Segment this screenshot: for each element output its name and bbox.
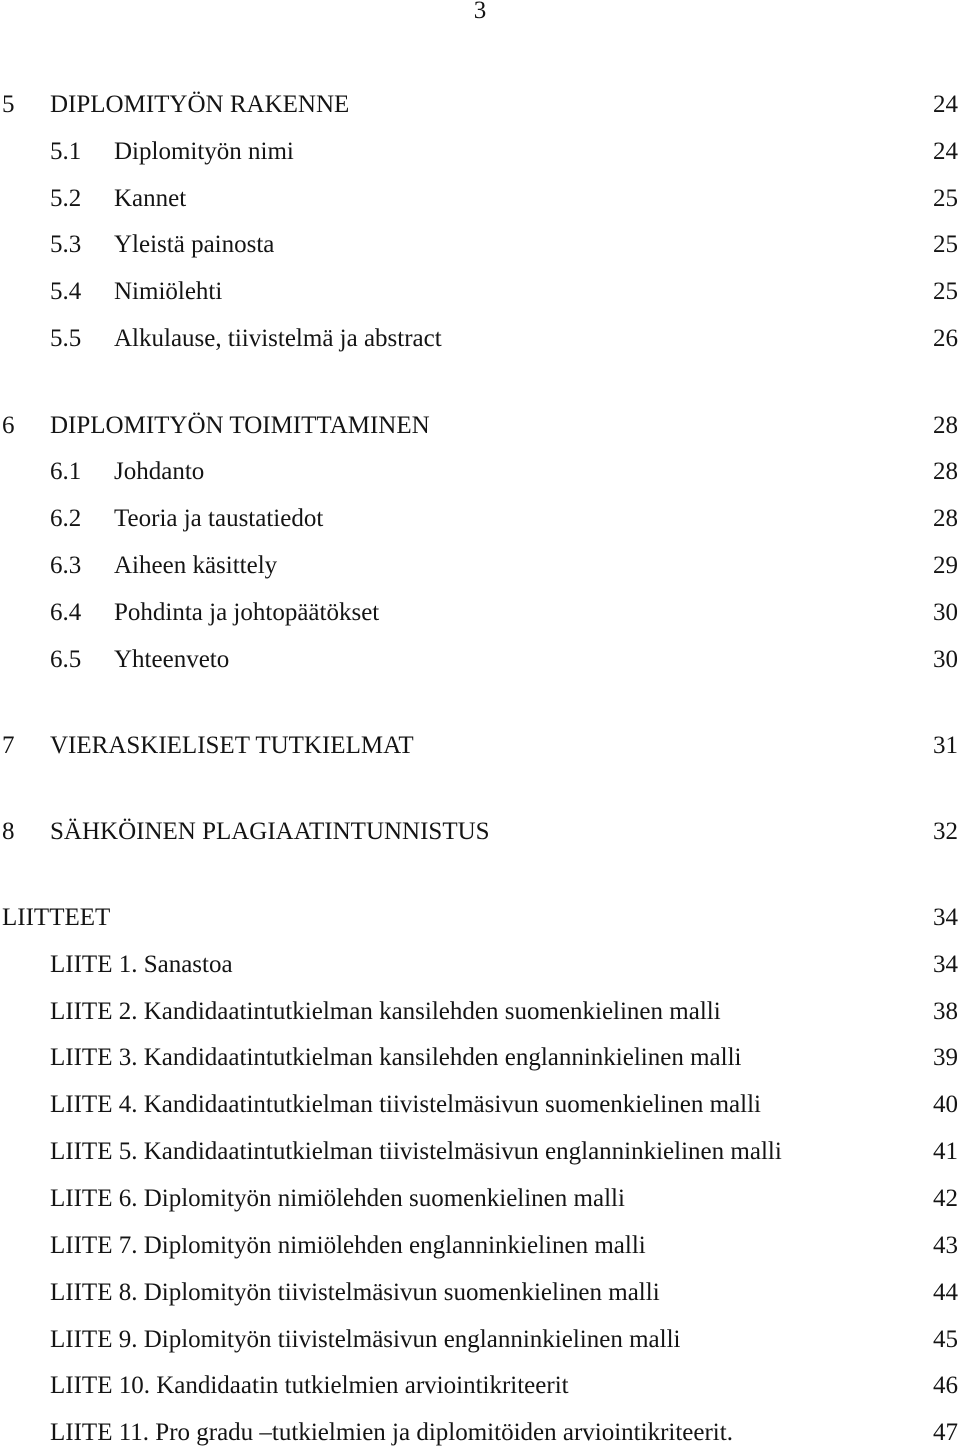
toc-entry[interactable] [0,409,960,443]
toc-entry-page: 46 [933,1372,958,1399]
toc-entry-page: 40 [933,1091,958,1118]
toc-entry-title: Johdanto [114,458,205,485]
toc-entry[interactable] [0,275,960,309]
toc-entry[interactable] [0,455,960,489]
toc-entry-title: LIITE 9. Diplomityön tiivistelmäsivun englanninkielinen malli [50,1326,681,1353]
toc-entry-page: 41 [933,1138,958,1165]
toc-entry[interactable] [0,1276,960,1310]
toc-entry-page: 38 [933,998,958,1025]
toc-entry-page: 24 [933,138,958,165]
toc-entry-title: VIERASKIELISET TUTKIELMAT [50,732,414,759]
toc-entry-number: 7 [2,732,15,759]
toc-entry-title: LIITE 5. Kandidaatintutkielman tiivistelmäsivun englanninkielinen malli [50,1138,782,1165]
toc-entry[interactable] [0,182,960,216]
toc-entry[interactable] [0,815,960,849]
toc-entry[interactable] [0,643,960,677]
toc-entry-page: 28 [933,412,958,439]
toc-entry-page: 34 [933,951,958,978]
toc-entry-title: LIITTEET [2,904,111,931]
toc-entry-title: LIITE 4. Kandidaatintutkielman tiivistelmäsivun suomenkielinen malli [50,1091,761,1118]
toc-entry-page: 43 [933,1232,958,1259]
toc-entry-page: 30 [933,646,958,673]
toc-entry-page: 47 [933,1419,958,1446]
toc-entry[interactable] [0,729,960,763]
toc-entry-title: Teoria ja taustatiedot [114,505,324,532]
toc-entry[interactable] [0,1369,960,1403]
toc-entry-number: 6.1 [50,458,82,485]
toc-entry[interactable] [0,549,960,583]
toc-entry[interactable] [0,1088,960,1122]
toc-entry-title: Yleistä painosta [114,231,275,258]
toc-entry-number: 5.1 [50,138,82,165]
toc-entry-title: LIITE 1. Sanastoa [50,951,233,978]
toc-entry-number: 6.5 [50,646,82,673]
toc-entry-title: Yhteenveto [114,646,230,673]
toc-entry-page: 28 [933,458,958,485]
toc-entry[interactable] [0,1416,960,1450]
toc-entry-title: LIITE 8. Diplomityön tiivistelmäsivun suomenkielinen malli [50,1279,660,1306]
toc-entry-title: Nimiölehti [114,278,223,305]
toc-entry-number: 5 [2,91,15,118]
toc-entry-page: 45 [933,1326,958,1353]
toc-entry[interactable] [0,1135,960,1169]
toc-entry-page: 29 [933,552,958,579]
toc-entry-title: LIITE 7. Diplomityön nimiölehden englanninkielinen malli [50,1232,646,1259]
toc-entry[interactable] [0,948,960,982]
toc-entry-page: 39 [933,1044,958,1071]
toc-entry[interactable] [0,1229,960,1263]
toc-entry-number: 8 [2,818,15,845]
toc-entry-title: LIITE 10. Kandidaatin tutkielmien arviointikriteerit [50,1372,569,1399]
toc-entry-page: 34 [933,904,958,931]
toc-entry-number: 6.3 [50,552,82,579]
toc-entry-number: 5.3 [50,231,82,258]
toc-entry-title: DIPLOMITYÖN RAKENNE [50,91,350,118]
toc-entry[interactable] [0,135,960,169]
toc-entry[interactable] [0,596,960,630]
toc-entry-page: 44 [933,1279,958,1306]
toc-entry-page: 24 [933,91,958,118]
toc-entry-page: 25 [933,231,958,258]
toc-entry-number: 5.4 [50,278,82,305]
toc-entry-title: Aiheen käsittely [114,552,278,579]
toc-entry-title: LIITE 11. Pro gradu –tutkielmien ja diplomitöiden arviointikriteerit. [50,1419,733,1446]
toc-entry-title: LIITE 2. Kandidaatintutkielman kansilehden suomenkielinen malli [50,998,721,1025]
toc-entry-number: 5.5 [50,325,82,352]
toc-entry[interactable] [0,1041,960,1075]
toc-entry-page: 32 [933,818,958,845]
toc-entry[interactable] [0,995,960,1029]
toc-entry-number: 5.2 [50,185,82,212]
toc-entry[interactable] [0,502,960,536]
toc-entry[interactable] [0,228,960,262]
toc-entry-page: 31 [933,732,958,759]
toc-entry-page: 42 [933,1185,958,1212]
toc-entry-title: SÄHKÖINEN PLAGIAATINTUNNISTUS [50,818,490,845]
toc-entry-title: Pohdinta ja johtopäätökset [114,599,380,626]
toc-entry[interactable] [0,88,960,122]
toc-entry-title: LIITE 3. Kandidaatintutkielman kansilehden englanninkielinen malli [50,1044,742,1071]
toc-entry-number: 6.4 [50,599,82,626]
toc-entry-title: DIPLOMITYÖN TOIMITTAMINEN [50,412,430,439]
toc-entry-page: 28 [933,505,958,532]
toc-entry-title: Alkulause, tiivistelmä ja abstract [114,325,442,352]
toc-entry-title: LIITE 6. Diplomityön nimiölehden suomenkielinen malli [50,1185,625,1212]
toc-entry-page: 25 [933,278,958,305]
toc-entry-number: 6.2 [50,505,82,532]
toc-entry[interactable] [0,322,960,356]
toc-entry-number: 6 [2,412,15,439]
toc-entry[interactable] [0,901,960,935]
page-number: 3 [473,0,487,24]
toc-entry-page: 26 [933,325,958,352]
toc-entry[interactable] [0,1323,960,1357]
toc-entry[interactable] [0,1182,960,1216]
toc-entry-title: Kannet [114,185,187,212]
toc-entry-page: 25 [933,185,958,212]
toc-entry-title: Diplomityön nimi [114,138,294,165]
toc-entry-page: 30 [933,599,958,626]
